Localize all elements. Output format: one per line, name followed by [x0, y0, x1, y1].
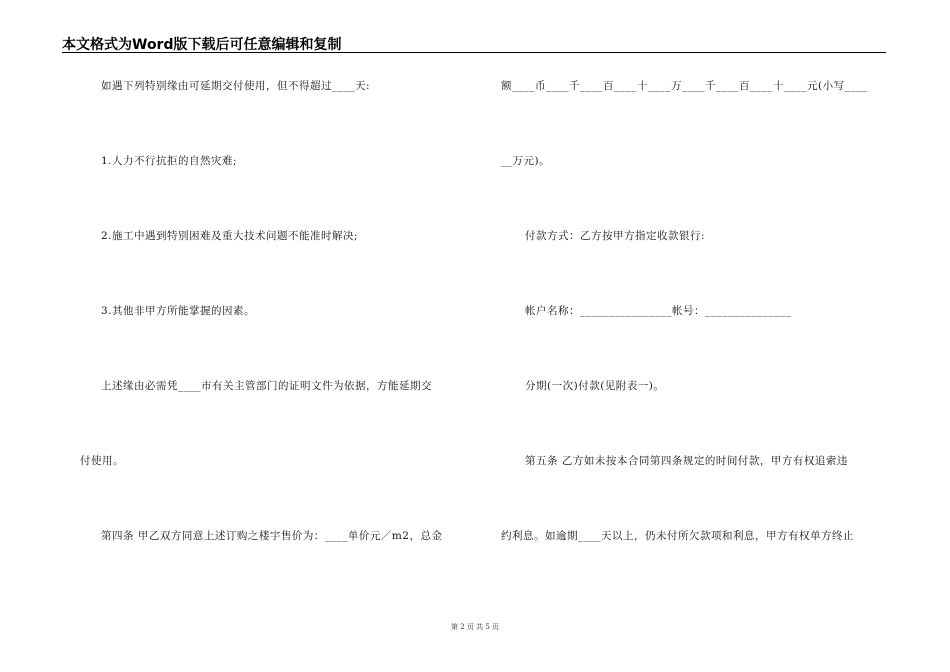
left-line-2: 1.人力不行抗拒的自然灾难;	[101, 155, 238, 167]
left-line-1: 如遇下列特别缘由可延期交付使用，但不得超过____天:	[101, 80, 371, 92]
left-line-5: 上述缘由必需凭____市有关主管部门的证明文件为依据，方能延期交	[101, 380, 432, 392]
document-header-title: 本文格式为Word版下载后可任意编辑和复制	[62, 37, 342, 53]
right-line-3: 付款方式：乙方按甲方指定收款银行:	[525, 230, 706, 242]
left-column	[0, 0, 443, 672]
right-line-7: 约利息。如逾期____天以上，仍未付所欠款项和利息，甲方有权单方终止	[501, 530, 854, 542]
right-line-5: 分期(一次)付款(见附表一)。	[525, 380, 665, 392]
right-line-1: 额____币____千____百____十____万____千____百____十____元(小写____	[501, 80, 868, 92]
left-line-3: 2.施工中遇到特别困难及重大技术问题不能准时解决;	[101, 230, 359, 242]
right-line-6: 第五条 乙方如未按本合同第四条规定的时间付款，甲方有权追索违	[525, 455, 848, 467]
right-column	[475, 0, 875, 672]
left-line-7: 第四条 甲乙双方同意上述订购之楼宇售价为：____单价元／m2，总金	[101, 530, 443, 542]
page-number-footer: 第 2 页 共 5 页	[450, 623, 500, 631]
left-line-4: 3.其他非甲方所能掌握的因素。	[101, 305, 256, 317]
right-line-4: 帐户名称：________________帐号：_______________	[525, 305, 792, 317]
left-line-6: 付使用。	[80, 455, 124, 467]
right-line-2: __万元)。	[501, 155, 551, 167]
